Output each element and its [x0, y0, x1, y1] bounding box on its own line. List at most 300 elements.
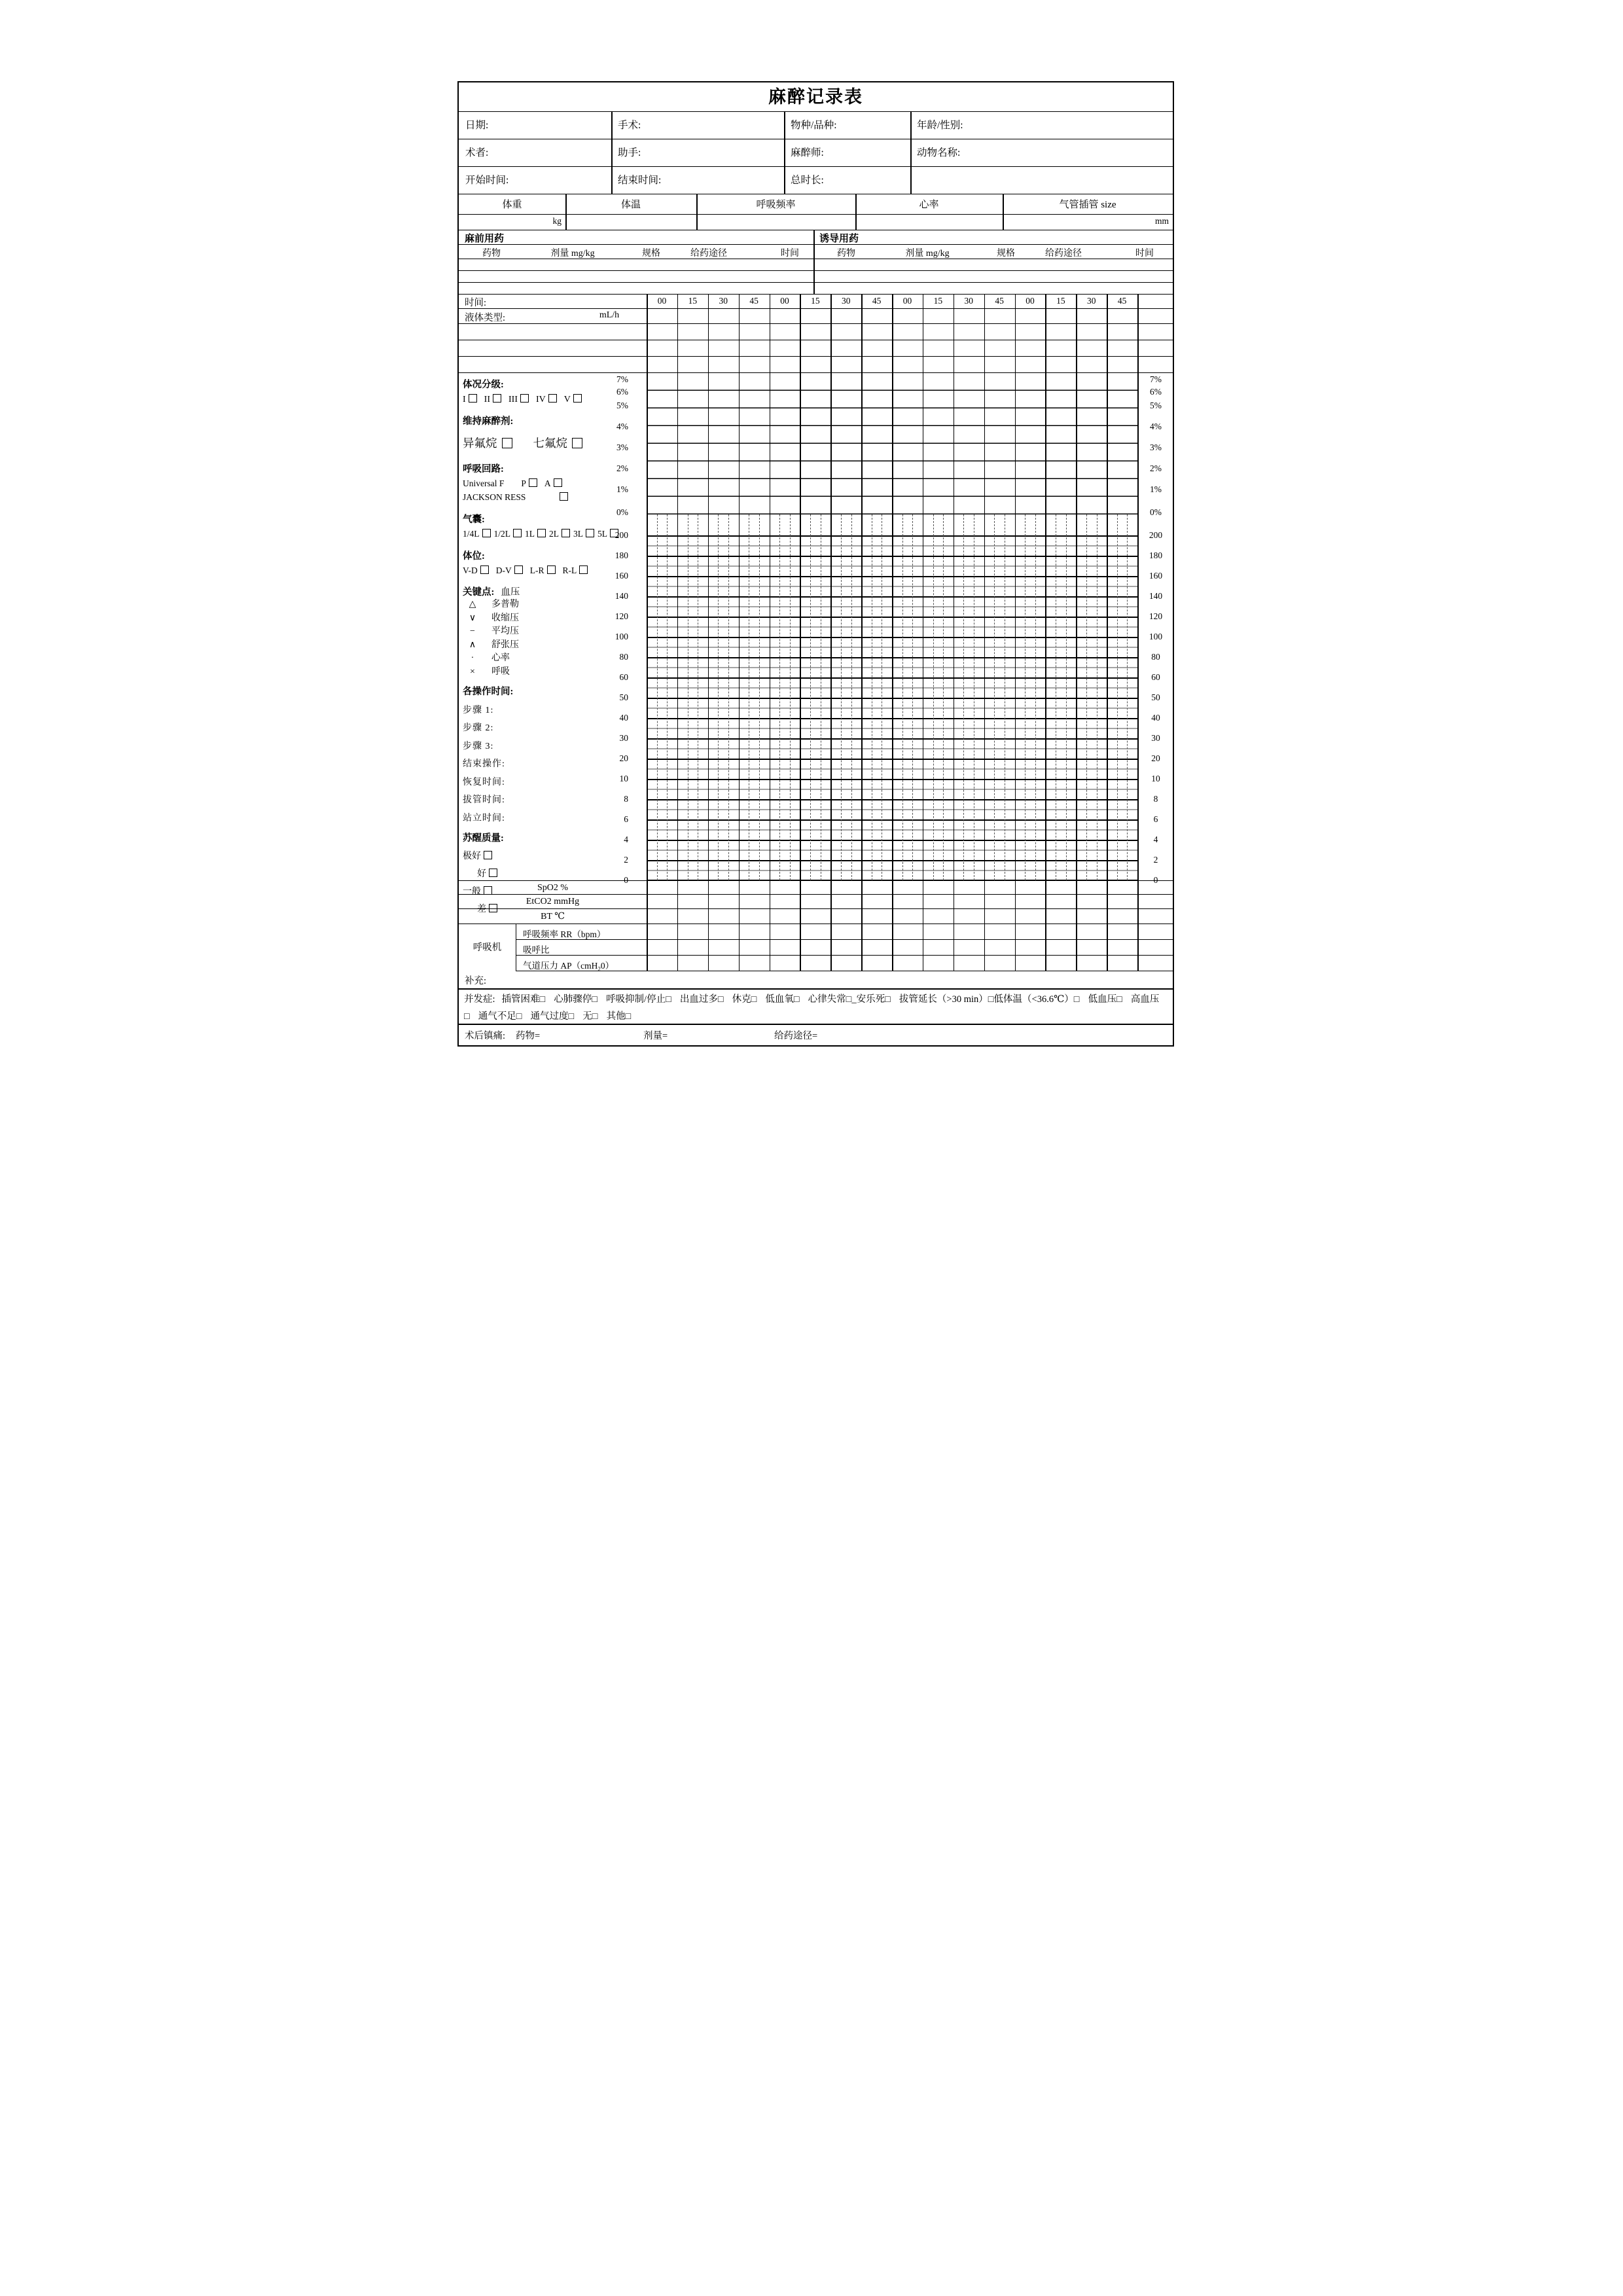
grid-vline	[611, 167, 613, 194]
keypoint-symbol: ·	[471, 653, 474, 663]
chart-dashed-minor-line	[1066, 514, 1067, 880]
vitals-tick-right: 6	[1153, 814, 1158, 824]
time-slot-cell[interactable]: 00	[657, 296, 667, 306]
grid-vline	[1076, 295, 1077, 308]
grid-vline	[954, 373, 955, 514]
vitals-tick-left: 40	[619, 713, 628, 723]
grid-vline	[708, 340, 709, 356]
induction-entry-cell[interactable]	[813, 283, 1173, 294]
vitals-tick-right: 140	[1149, 591, 1163, 601]
grid-vline	[708, 881, 709, 894]
pct-tick-left: 3%	[616, 442, 628, 452]
drug-row-2[interactable]	[459, 271, 1173, 283]
grid-vline	[800, 881, 801, 894]
info-row-1	[459, 112, 1173, 139]
field-age-sex[interactable]: 年龄/性别:	[917, 120, 963, 131]
recovery-label: 好	[477, 869, 486, 879]
grid-vline	[770, 909, 771, 924]
grid-vline	[647, 324, 648, 340]
complication-item[interactable]: 休克□	[732, 994, 757, 1005]
grid-vline	[739, 514, 740, 880]
field-surgery[interactable]: 手术:	[618, 120, 641, 131]
chart-dashed-minor-line	[667, 514, 668, 880]
grid-vline	[739, 340, 740, 356]
bag-label: 2L	[549, 529, 559, 539]
grid-vline	[647, 895, 648, 908]
condition-label: I	[463, 395, 466, 404]
circuit-universal-f-label: Universal F	[463, 478, 505, 488]
grid-vline	[770, 373, 771, 514]
time-slot-cell-empty[interactable]	[1137, 295, 1173, 308]
chart-dashed-minor-line	[963, 514, 964, 880]
grid-vline	[861, 881, 863, 894]
grid-vline	[1076, 956, 1077, 971]
complication-item[interactable]: 通气不足□	[478, 1011, 522, 1022]
grid-vline	[677, 357, 679, 372]
bag-title: 气囊:	[463, 514, 485, 525]
bag-label: 3L	[573, 529, 583, 539]
complication-item[interactable]: 心肺骤停□	[554, 994, 598, 1005]
grid-vline	[1137, 940, 1139, 955]
premed-entry-cell[interactable]	[459, 283, 813, 294]
pct-tick-right: 4%	[1150, 422, 1162, 431]
grid-vline	[984, 895, 986, 908]
time-slot-cell[interactable]: 00	[780, 296, 789, 306]
induction-entry-cell[interactable]	[813, 271, 1173, 282]
grid-vline	[1015, 514, 1016, 880]
grid-vline	[923, 309, 924, 323]
grid-vline	[800, 909, 801, 924]
anesthesia-record-sheet	[406, 0, 1217, 1148]
condition-label: IV	[536, 395, 546, 404]
grid-vline	[770, 924, 771, 939]
grid-vline	[830, 357, 832, 372]
grid-vline	[892, 924, 893, 939]
field-surgeon[interactable]: 术者:	[465, 147, 489, 158]
grid-vline	[1076, 324, 1077, 340]
grid-vline	[1137, 956, 1139, 971]
vitals-value-row[interactable]	[459, 215, 1173, 230]
grid-vline	[739, 956, 740, 971]
complication-item[interactable]: 低血氧□	[765, 994, 800, 1005]
grid-vline	[984, 956, 986, 971]
grid-vline	[739, 309, 740, 323]
induction-entry-cell[interactable]	[813, 259, 1173, 270]
chart-dashed-minor-line	[1127, 514, 1128, 880]
percent-grid-columns	[647, 373, 1137, 514]
grid-vline	[677, 309, 679, 323]
drug-title-row	[459, 230, 1173, 245]
grid-vline	[813, 230, 815, 244]
grid-vline	[923, 881, 924, 894]
operation-time-field[interactable]: 站立时间:	[463, 813, 505, 823]
condition-title: 体况分级:	[463, 380, 504, 390]
time-slot-cell[interactable]: 30	[1086, 296, 1096, 306]
grid-vline	[1015, 373, 1016, 514]
time-slot-cell[interactable]: 15	[811, 296, 820, 306]
vent-ie-row[interactable]	[459, 940, 1173, 956]
chart-dashed-minor-line	[994, 514, 995, 880]
grid-vline	[770, 956, 771, 971]
vitals-tick-left: 6	[624, 814, 628, 824]
etco2-label: EtCO2 mmHg	[526, 897, 580, 906]
grid-vline	[1045, 340, 1046, 356]
grid-vline	[677, 295, 679, 308]
chart-dashed-minor-line	[759, 514, 760, 880]
recovery-title: 苏醒质量:	[463, 833, 504, 844]
vitals-tick-left: 20	[619, 753, 628, 763]
bt-row[interactable]	[459, 909, 1173, 924]
vitals-weight-header: 体重	[502, 200, 522, 210]
grid-vline	[708, 357, 709, 372]
premed-col-4: 给药途径	[690, 249, 727, 259]
premed-col-3: 规格	[642, 249, 660, 259]
grid-vline	[861, 373, 863, 514]
complication-item[interactable]: 出血过多□	[679, 994, 724, 1005]
grid-vline	[647, 340, 648, 356]
grid-vline	[923, 373, 924, 514]
etco2-row[interactable]	[459, 895, 1173, 909]
time-slot-cell[interactable]: 30	[719, 296, 728, 306]
grid-vline	[855, 194, 857, 214]
timeline-row[interactable]	[459, 295, 1173, 309]
grid-vline	[770, 895, 771, 908]
postop-drug[interactable]: 药物=	[516, 1031, 541, 1041]
operation-time-field[interactable]: 拔管时间:	[463, 795, 505, 805]
keypoint-label: 呼吸	[491, 666, 510, 677]
time-slot-cell[interactable]: 00	[1026, 296, 1035, 306]
time-slot-cell[interactable]: 45	[872, 296, 882, 306]
complication-item[interactable]: 低血压□	[1088, 994, 1122, 1005]
maintenance-label: 异氟烷	[463, 437, 497, 450]
vent-rr-row[interactable]	[459, 924, 1173, 940]
recovery-label: 极好	[463, 851, 481, 861]
grid-vline	[861, 956, 863, 971]
grid-vline	[677, 324, 679, 340]
grid-vline	[800, 940, 801, 955]
grid-vline	[923, 324, 924, 340]
grid-vline	[800, 357, 801, 372]
grid-vline	[954, 340, 955, 356]
chart-dashed-minor-line	[1025, 514, 1026, 880]
time-slot-cell[interactable]: 45	[995, 296, 1004, 306]
pct-tick-right: 0%	[1150, 507, 1162, 517]
keypoints-subtitle: 血压	[501, 587, 520, 598]
circuit-jackson-label: JACKSON RESS	[463, 492, 526, 502]
grid-vline	[647, 881, 648, 894]
grid-vline	[830, 514, 832, 880]
field-assistant[interactable]: 助手:	[618, 147, 641, 158]
grid-vline	[1015, 956, 1016, 971]
grid-vline	[708, 295, 709, 308]
grid-vline	[892, 309, 893, 323]
grid-vline	[984, 373, 986, 514]
grid-vline	[954, 514, 955, 880]
grid-vline	[647, 909, 648, 924]
grid-vline	[861, 295, 863, 308]
vitals-tick-left: 120	[615, 611, 628, 621]
grid-vline	[1137, 340, 1139, 356]
grid-vline	[954, 324, 955, 340]
keypoint-symbol: △	[469, 600, 476, 609]
field-species[interactable]: 物种/品种:	[791, 120, 837, 131]
grid-vline	[696, 215, 698, 230]
chart-dashed-minor-line	[728, 514, 729, 880]
grid-vline	[647, 373, 648, 514]
fluid-label: 液体类型:	[465, 313, 506, 323]
fluid-row[interactable]	[459, 309, 1173, 324]
grid-vline	[677, 956, 679, 971]
keypoint-label: 多普勒	[491, 600, 519, 609]
grid-vline	[830, 340, 832, 356]
recovery-label: 差	[477, 904, 486, 914]
grid-vline	[800, 324, 801, 340]
time-slot-cell[interactable]: 00	[902, 296, 912, 306]
grid-vline	[830, 881, 832, 894]
vent-ap-row[interactable]	[459, 956, 1173, 971]
entry-row-1[interactable]	[459, 324, 1173, 340]
grid-vline	[1107, 924, 1108, 939]
grid-vline	[800, 514, 801, 880]
grid-vline	[1015, 895, 1016, 908]
vitals-hr-header: 心率	[919, 200, 939, 210]
grid-vline	[1107, 340, 1108, 356]
vitals-tick-left: 160	[615, 571, 628, 581]
grid-vline	[830, 895, 832, 908]
grid-vline	[800, 895, 801, 908]
keypoint-label: 心率	[491, 653, 510, 663]
chart-dashed-minor-line	[841, 514, 842, 880]
field-empty[interactable]	[910, 167, 1173, 194]
time-slot-cell[interactable]: 30	[964, 296, 973, 306]
complication-item[interactable]: 插管困难□	[501, 994, 546, 1005]
complication-item[interactable]: 拔管延长（>30 min）□低体温（<36.6℃）□	[899, 994, 1080, 1005]
vitals-tick-left: 60	[619, 672, 628, 682]
vitals-tick-right: 100	[1149, 632, 1163, 641]
grid-vline	[696, 194, 698, 214]
field-anesthetist[interactable]: 麻醉师:	[791, 147, 824, 158]
grid-vline	[1107, 309, 1108, 323]
supplement-row[interactable]	[459, 971, 1173, 990]
grid-vline	[1107, 881, 1108, 894]
grid-vline	[855, 215, 857, 230]
field-start-time[interactable]: 开始时间:	[465, 175, 509, 186]
pct-tick-right: 6%	[1150, 387, 1162, 397]
grid-vline	[708, 940, 709, 955]
grid-vline	[739, 357, 740, 372]
vitals-tick-right: 120	[1149, 611, 1163, 621]
vitals-tick-right: 4	[1153, 834, 1158, 844]
time-slot-cell[interactable]: 15	[933, 296, 943, 306]
grid-vline	[647, 309, 648, 323]
postop-dose[interactable]: 剂量=	[643, 1031, 668, 1041]
complication-item[interactable]: 其他□	[606, 1011, 632, 1022]
position-label: L-R	[529, 565, 544, 575]
complication-item[interactable]: 无□	[582, 1011, 598, 1022]
grid-vline	[830, 956, 832, 971]
grid-vline	[1015, 909, 1016, 924]
drug-row-1[interactable]	[459, 259, 1173, 271]
grid-vline	[770, 324, 771, 340]
grid-vline	[800, 340, 801, 356]
induction-col-3: 规格	[997, 249, 1015, 259]
grid-vline	[800, 309, 801, 323]
grid-vline	[892, 357, 893, 372]
grid-vline	[1076, 373, 1077, 514]
title-row	[459, 82, 1173, 112]
grid-vline	[739, 895, 740, 908]
grid-vline	[984, 340, 986, 356]
complication-item[interactable]: 通气过度□	[530, 1011, 575, 1022]
grid-vline	[1045, 324, 1046, 340]
time-slot-cell[interactable]: 15	[1056, 296, 1065, 306]
vitals-tick-left: 4	[624, 834, 628, 844]
premed-columns	[459, 245, 813, 259]
grid-vline	[1107, 940, 1108, 955]
time-slot-cell[interactable]: 30	[841, 296, 851, 306]
info-row-2	[459, 139, 1173, 167]
premed-entry-cell[interactable]	[459, 259, 813, 270]
vitals-tick-left: 0	[624, 875, 628, 885]
chart-dashed-minor-line	[1035, 514, 1036, 880]
grid-vline	[923, 940, 924, 955]
grid-vline	[1015, 309, 1016, 323]
chart-dashed-minor-line	[810, 514, 811, 880]
grid-vline	[784, 112, 785, 139]
grid-vline	[954, 881, 955, 894]
grid-vline	[784, 167, 785, 194]
keypoint-symbol: ∧	[469, 639, 476, 650]
field-animal-name[interactable]: 动物名称:	[917, 147, 961, 158]
condition-label: II	[484, 395, 490, 404]
time-slot-cell[interactable]: 45	[1117, 296, 1127, 306]
pct-tick-right: 3%	[1150, 442, 1162, 452]
pct-tick-right: 2%	[1150, 463, 1162, 473]
maintenance-label: 七氟烷	[533, 437, 567, 450]
grid-vline	[1107, 895, 1108, 908]
operation-time-field[interactable]: 步骤 3:	[463, 741, 494, 751]
operation-time-field[interactable]: 恢复时间:	[463, 777, 505, 787]
fluid-unit: mL/h	[599, 310, 620, 320]
time-slot-cell[interactable]: 45	[749, 296, 758, 306]
grid-vline	[861, 309, 863, 323]
grid-vline	[647, 295, 648, 308]
grid-vline	[739, 324, 740, 340]
grid-vline	[739, 295, 740, 308]
vitals-tick-right: 20	[1151, 753, 1160, 763]
complication-item[interactable]: 呼吸抑制/停止□	[606, 994, 671, 1005]
grid-vline	[770, 514, 771, 880]
bag-label: 1/4L	[463, 529, 480, 539]
vitals-tick-right: 10	[1151, 774, 1160, 783]
grid-vline	[1107, 909, 1108, 924]
keypoint-label: 舒张压	[491, 639, 519, 650]
grid-vline	[677, 373, 679, 514]
vitals-tick-left: 180	[615, 550, 628, 560]
maintenance-title: 维持麻醉剂:	[463, 416, 514, 427]
grid-vline	[800, 373, 801, 514]
grid-vline	[1045, 881, 1046, 894]
grid-vline	[1015, 924, 1016, 939]
grid-vline	[1137, 324, 1139, 340]
entry-row-2[interactable]	[459, 340, 1173, 357]
grid-vline	[813, 245, 815, 259]
postop-row[interactable]	[459, 1025, 1173, 1045]
grid-vline	[739, 373, 740, 514]
vitals-header-row	[459, 194, 1173, 215]
field-duration[interactable]: 总时长:	[791, 175, 824, 186]
chart-dashed-minor-line	[657, 514, 658, 880]
grid-vline	[565, 215, 567, 230]
complication-item[interactable]: 高血压□	[464, 994, 1160, 1022]
grid-vline	[910, 139, 912, 166]
chart-column-lines	[647, 514, 1137, 880]
grid-vline	[954, 309, 955, 323]
vitals-tick-right: 2	[1153, 855, 1158, 865]
bt-label: BT ℃	[541, 912, 565, 922]
grid-vline	[708, 309, 709, 323]
field-end-time[interactable]: 结束时间:	[618, 175, 662, 186]
grid-vline	[954, 357, 955, 372]
operation-time-field[interactable]: 结束操作:	[463, 759, 505, 769]
grid-vline	[954, 940, 955, 955]
grid-vline	[954, 909, 955, 924]
chart-dashed-minor-line	[1117, 514, 1118, 880]
pct-tick-right: 5%	[1150, 401, 1162, 410]
timeline-label: 时间:	[465, 298, 487, 308]
grid-vline	[647, 924, 648, 939]
bag-label: 1L	[525, 529, 535, 539]
premed-col-2: 剂量 mg/kg	[550, 249, 595, 259]
grid-vline	[984, 357, 986, 372]
position-label: D-V	[495, 565, 512, 575]
grid-vline	[923, 357, 924, 372]
grid-vline	[784, 139, 785, 166]
vent-ie-label: 吸呼比	[523, 945, 550, 955]
time-slot-cell[interactable]: 15	[688, 296, 698, 306]
grid-vline	[739, 881, 740, 894]
premed-entry-cell[interactable]	[459, 271, 813, 282]
grid-vline	[923, 514, 924, 880]
pct-tick-left: 2%	[616, 463, 628, 473]
grid-vline	[708, 909, 709, 924]
operation-time-field[interactable]: 步骤 1:	[463, 705, 494, 715]
grid-vline	[923, 295, 924, 308]
grid-vline	[861, 940, 863, 955]
complication-item[interactable]: 心律失常□_安乐死□	[808, 994, 891, 1005]
grid-vline	[1137, 309, 1139, 323]
grid-vline	[647, 357, 648, 372]
postop-route[interactable]: 给药途径=	[774, 1031, 818, 1041]
operation-time-field[interactable]: 步骤 2:	[463, 723, 494, 733]
grid-vline	[800, 956, 801, 971]
field-date[interactable]: 日期:	[465, 120, 489, 131]
entry-row-3[interactable]	[459, 357, 1173, 373]
grid-vline	[1137, 514, 1139, 880]
grid-vline	[954, 295, 955, 308]
vent-ap-label: 气道压力 AP（cmH$_2$0）	[523, 961, 615, 973]
grid-vline	[1045, 295, 1046, 308]
chart-dashed-minor-line	[912, 514, 913, 880]
pct-tick-left: 7%	[616, 374, 628, 384]
grid-vline	[647, 514, 648, 880]
grid-vline	[892, 881, 893, 894]
induction-col-2: 剂量 mg/kg	[905, 249, 950, 259]
drug-row-3[interactable]	[459, 283, 1173, 295]
grid-vline	[1045, 514, 1046, 880]
spo2-label: SpO2 %	[537, 883, 569, 893]
drug-header-row	[459, 245, 1173, 259]
